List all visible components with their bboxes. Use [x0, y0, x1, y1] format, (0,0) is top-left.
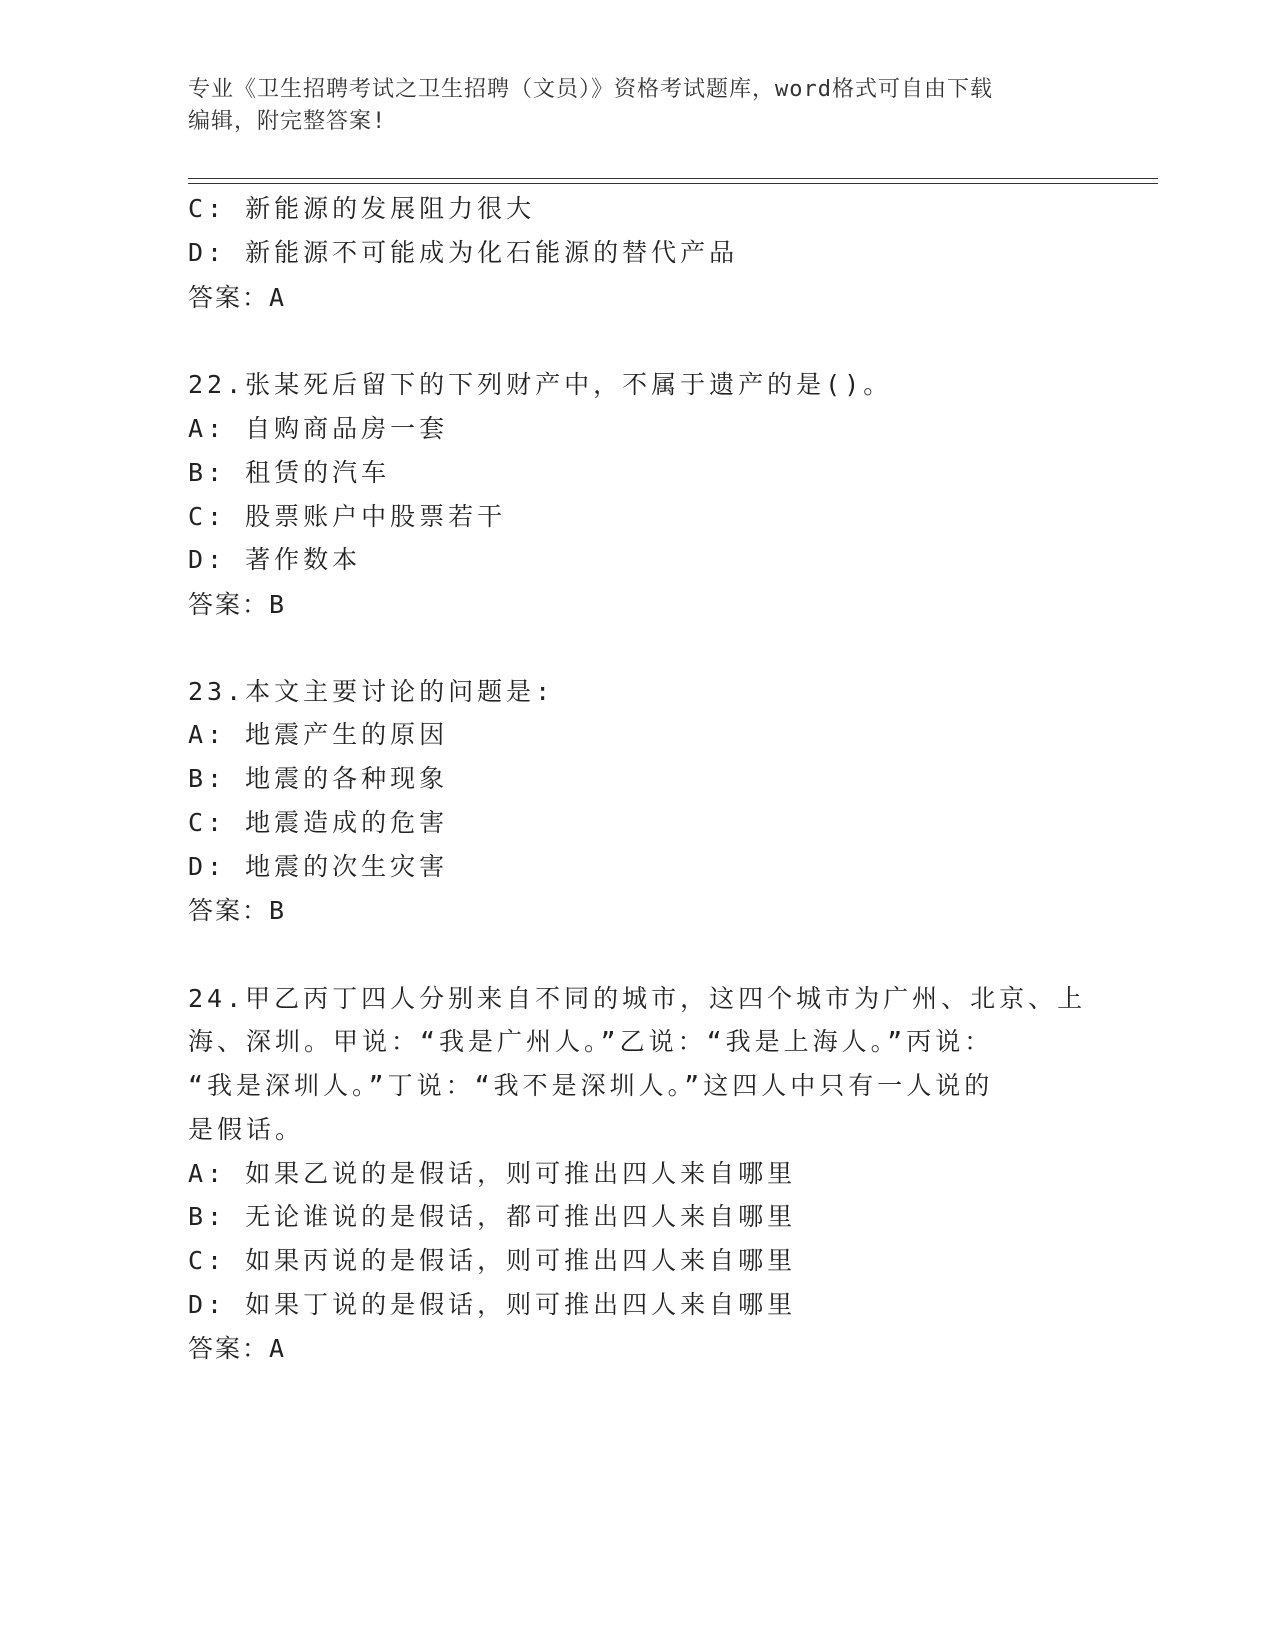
option-c: C: 新能源的发展阻力很大 [188, 194, 536, 223]
answer-line: 答案：A [188, 1334, 287, 1363]
option-d: D: 如果丁说的是假话，则可推出四人来自哪里 [188, 1290, 797, 1319]
option-a: A: 自购商品房一套 [188, 414, 449, 443]
question-stem: 23.本文主要讨论的问题是: [188, 677, 555, 706]
question-stem: “我是深圳人。”丁说：“我不是深圳人。”这四人中只有一人说的 [188, 1071, 994, 1100]
option-b: B: 无论谁说的是假话，都可推出四人来自哪里 [188, 1202, 797, 1231]
header-divider-bottom [188, 183, 1158, 184]
question-stem: 22.张某死后留下的下列财产中，不属于遗产的是()。 [188, 370, 893, 399]
question-stem: 海、深圳。甲说：“我是广州人。”乙说：“我是上海人。”丙说： [188, 1027, 994, 1056]
option-c: C: 股票账户中股票若干 [188, 502, 507, 531]
answer-line: 答案：B [188, 590, 287, 619]
question-stem: 24.甲乙丙丁四人分别来自不同的城市，这四个城市为广州、北京、上 [188, 984, 1087, 1013]
document-header [188, 74, 1068, 138]
answer-line: 答案：A [188, 283, 287, 312]
header-line-1: 专业《卫生招聘考试之卫生招聘（文员）》资格考试题库，word格式可自由下载 [188, 77, 993, 102]
answer-line: 答案：B [188, 896, 287, 925]
header-divider-top [188, 178, 1158, 179]
option-a: A: 地震产生的原因 [188, 720, 449, 749]
option-d: D: 著作数本 [188, 545, 362, 574]
option-d: D: 新能源不可能成为化石能源的替代产品 [188, 238, 739, 267]
option-d: D: 地震的次生灾害 [188, 852, 449, 881]
option-b: B: 地震的各种现象 [188, 764, 449, 793]
header-line-2: 编辑，附完整答案! [188, 109, 387, 134]
option-a: A: 如果乙说的是假话，则可推出四人来自哪里 [188, 1159, 797, 1188]
question-stem: 是假话。 [188, 1115, 305, 1144]
option-c: C: 如果丙说的是假话，则可推出四人来自哪里 [188, 1246, 797, 1275]
option-c: C: 地震造成的危害 [188, 808, 449, 837]
option-b: B: 租赁的汽车 [188, 458, 391, 487]
